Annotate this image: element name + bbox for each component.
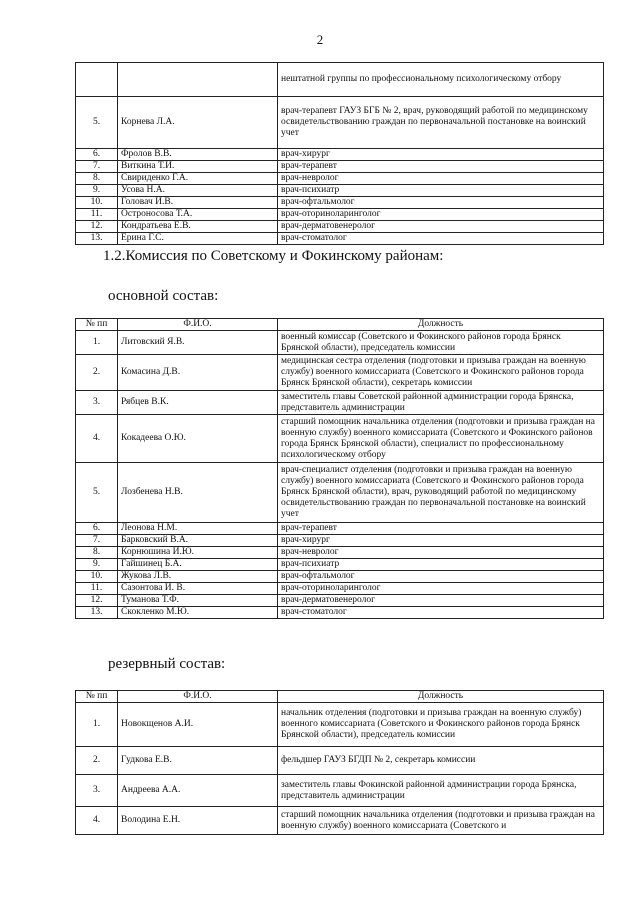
header-name: Ф.И.О.: [118, 691, 278, 703]
row-position: врач-психиатр: [278, 185, 604, 197]
table-row: [76, 149, 604, 161]
row-position: нештатной группы по профессиональному психологическому отбору: [278, 63, 604, 97]
table-row: [76, 173, 604, 185]
row-name: Корнева Л.А.: [118, 97, 278, 149]
row-number: 7.: [76, 535, 118, 547]
table-row: [76, 535, 604, 547]
row-name: Ерина Г.С.: [118, 233, 278, 245]
table-row: [76, 463, 604, 523]
row-number: 4.: [76, 807, 118, 835]
row-position: военный комиссар (Советского и Фокинского районов города Брянск Брянской области), председатель комиссии: [278, 331, 604, 355]
row-number: 12.: [76, 221, 118, 233]
reserve-composition-table: [75, 690, 604, 835]
header-number: № пп: [76, 319, 118, 331]
row-position: врач-невролог: [278, 547, 604, 559]
row-name: Туманова Т.Ф.: [118, 595, 278, 607]
table-row: [76, 747, 604, 775]
row-position: врач-дерматовенеролог: [278, 595, 604, 607]
row-position: врач-специалист отделения (подготовки и призыва граждан на военную службу) военного комиссариата (Советского и Фокинского районов города Брянск Брянской области), врач, руководящий работой по медицинскому освидетельствованию граждан по первоначальной постановке на воинский учет: [278, 463, 604, 523]
row-name: Леонова Н.М.: [118, 523, 278, 535]
row-number: 5.: [76, 97, 118, 149]
table-header-row: [76, 319, 604, 331]
row-number: 9.: [76, 559, 118, 571]
row-name: Комасина Д.В.: [118, 355, 278, 391]
row-number: 11.: [76, 209, 118, 221]
table-row: [76, 209, 604, 221]
row-position: старший помощник начальника отделения (подготовки и призыва граждан на военную службу) военного комиссариата (Советского и Фокинского районов города Брянск Брянской области), специалист по профессиональному психологическому отбору: [278, 415, 604, 463]
row-name: Корнюшина И.Ю.: [118, 547, 278, 559]
table-row: [76, 775, 604, 807]
table-row: [76, 807, 604, 835]
row-position: врач-терапевт: [278, 161, 604, 173]
row-number: 5.: [76, 463, 118, 523]
table-row: [76, 703, 604, 747]
row-number: 11.: [76, 583, 118, 595]
row-name: Барковский В.А.: [118, 535, 278, 547]
row-position: врач-дерматовенеролог: [278, 221, 604, 233]
row-number: 13.: [76, 607, 118, 619]
table-row: [76, 571, 604, 583]
row-position: заместитель главы Фокинской районной администрации города Брянска, представитель администрации: [278, 775, 604, 807]
section-heading: 1.2.Комиссия по Советскому и Фокинскому районам:: [103, 248, 444, 264]
table-row: [76, 221, 604, 233]
row-name: Свириденко Г.А.: [118, 173, 278, 185]
table-row: [76, 583, 604, 595]
row-position: заместитель главы Советской районной администрации города Брянска, представитель администрации: [278, 391, 604, 415]
row-number: 6.: [76, 523, 118, 535]
row-name: Новокщенов А.И.: [118, 703, 278, 747]
header-name: Ф.И.О.: [118, 319, 278, 331]
row-position: врач-хирург: [278, 535, 604, 547]
reserve-composition-label: резервный состав:: [108, 656, 226, 672]
row-number: 1.: [76, 331, 118, 355]
table-row: [76, 197, 604, 209]
row-number: 8.: [76, 173, 118, 185]
table-row: [76, 415, 604, 463]
row-number: 6.: [76, 149, 118, 161]
header-position: Должность: [278, 691, 604, 703]
row-number: 7.: [76, 161, 118, 173]
row-number: 3.: [76, 775, 118, 807]
row-number: 10.: [76, 197, 118, 209]
table-row: [76, 331, 604, 355]
row-name: Фролов В.В.: [118, 149, 278, 161]
table-row: [76, 97, 604, 149]
row-position: врач-стоматолог: [278, 233, 604, 245]
row-number: 13.: [76, 233, 118, 245]
page-number: 2: [316, 32, 324, 47]
row-position: медицинская сестра отделения (подготовки и призыва граждан на военную службу) военного комиссариата (Советского и Фокинского районов города Брянск Брянской области), секретарь комиссии: [278, 355, 604, 391]
table-row: [76, 185, 604, 197]
row-position: врач-оториноларинголог: [278, 209, 604, 221]
table-row: [76, 233, 604, 245]
row-position: врач-хирург: [278, 149, 604, 161]
row-name: Скокленко М.Ю.: [118, 607, 278, 619]
row-name: Литовский Я.В.: [118, 331, 278, 355]
row-number: 2.: [76, 747, 118, 775]
row-number: 3.: [76, 391, 118, 415]
row-number: 1.: [76, 703, 118, 747]
row-name: Сазонтова И. В.: [118, 583, 278, 595]
row-name: Кокадеева О.Ю.: [118, 415, 278, 463]
row-name: Лозбенева Н.В.: [118, 463, 278, 523]
row-name: Кондратьева Е.В.: [118, 221, 278, 233]
row-number: 8.: [76, 547, 118, 559]
row-number: 10.: [76, 571, 118, 583]
row-position: начальник отделения (подготовки и призыва граждан на военную службу) военного комиссариата (Советского и Фокинского районов города Брянск Брянской области), председатель комиссии: [278, 703, 604, 747]
row-position: врач-психиатр: [278, 559, 604, 571]
table-row: [76, 595, 604, 607]
row-number: 2.: [76, 355, 118, 391]
table-row: [76, 523, 604, 535]
table-header-row: [76, 691, 604, 703]
row-name: Рябцев В.К.: [118, 391, 278, 415]
row-position: фельдшер ГАУЗ БГДП № 2, секретарь комиссии: [278, 747, 604, 775]
row-position: врач-офтальмолог: [278, 571, 604, 583]
row-position: старший помощник начальника отделения (подготовки и призыва граждан на военную службу) военного комиссариата (Советского и: [278, 807, 604, 835]
row-number: 4.: [76, 415, 118, 463]
table-row: [76, 63, 604, 97]
row-name: Жукова Л.В.: [118, 571, 278, 583]
row-name: Головач И.В.: [118, 197, 278, 209]
row-number: [76, 63, 118, 97]
row-number: 12.: [76, 595, 118, 607]
table-row: [76, 547, 604, 559]
row-number: 9.: [76, 185, 118, 197]
row-position: врач-терапевт: [278, 523, 604, 535]
header-position: Должность: [278, 319, 604, 331]
commission-table-continued: [75, 62, 604, 245]
table-row: [76, 355, 604, 391]
row-name: Усова Н.А.: [118, 185, 278, 197]
header-number: № пп: [76, 691, 118, 703]
row-name: Виткина Т.И.: [118, 161, 278, 173]
row-position: врач-стоматолог: [278, 607, 604, 619]
main-composition-table: [75, 318, 604, 619]
row-position: врач-терапевт ГАУЗ БГБ № 2, врач, руководящий работой по медицинскому освидетельствованию граждан по первоначальной постановке на воинский учет: [278, 97, 604, 149]
row-position: врач-офтальмолог: [278, 197, 604, 209]
row-position: врач-невролог: [278, 173, 604, 185]
table-row: [76, 559, 604, 571]
row-name: Гудкова Е.В.: [118, 747, 278, 775]
row-name: Володина Е.Н.: [118, 807, 278, 835]
row-name: Остроносова Т.А.: [118, 209, 278, 221]
table-row: [76, 161, 604, 173]
row-name: Гайшинец Б.А.: [118, 559, 278, 571]
row-name: Андреева А.А.: [118, 775, 278, 807]
row-name: [118, 63, 278, 97]
main-composition-label: основной состав:: [108, 288, 219, 304]
row-position: врач-оториноларинголог: [278, 583, 604, 595]
table-row: [76, 391, 604, 415]
table-row: [76, 607, 604, 619]
